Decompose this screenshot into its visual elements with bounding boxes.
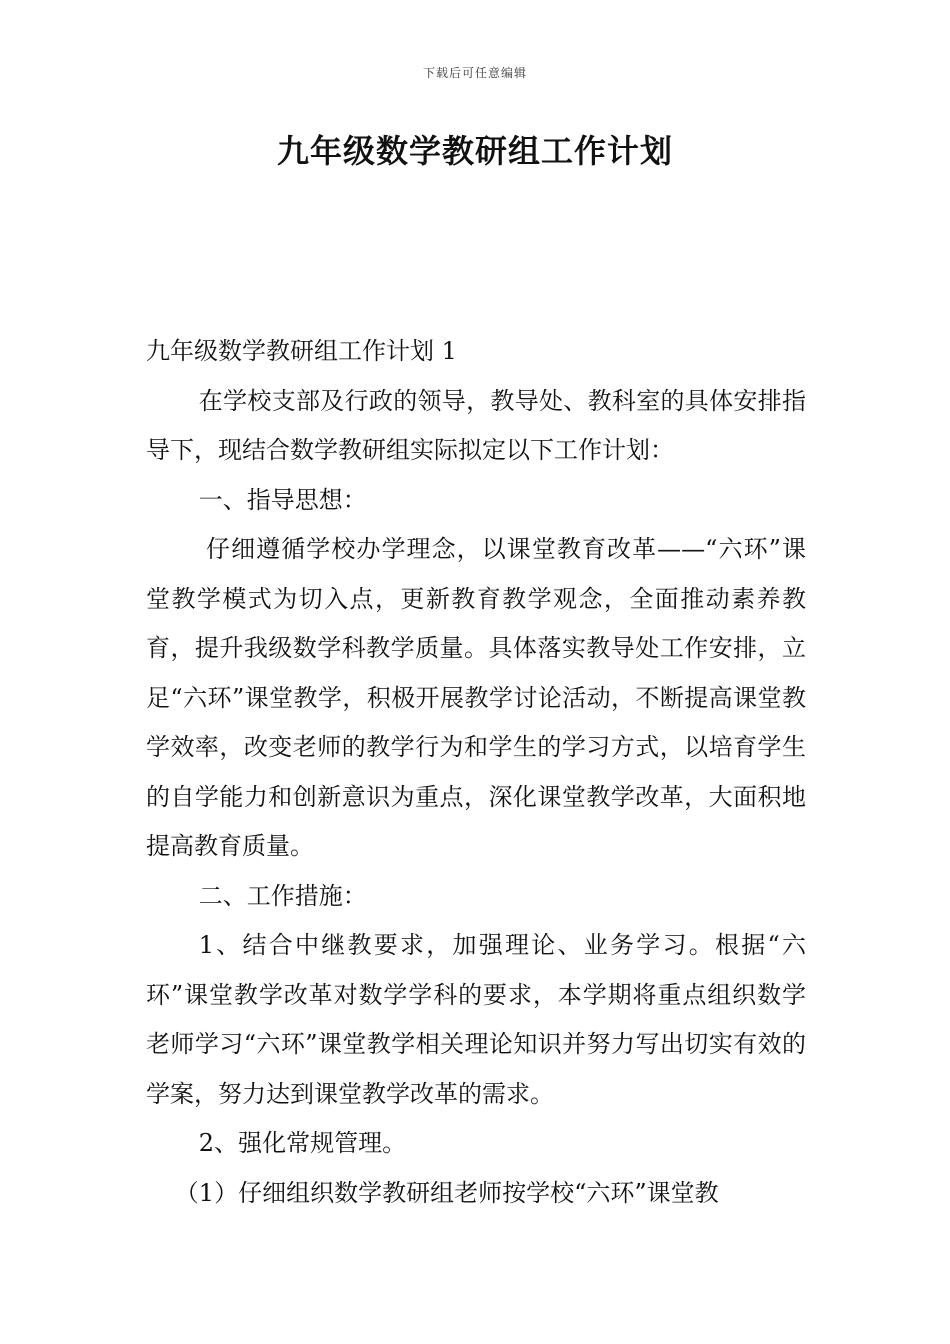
heading-guiding-thought: 一、指导思想： bbox=[198, 485, 367, 514]
document-body bbox=[146, 327, 806, 1218]
heading-work-measures: 二、工作措施： bbox=[198, 881, 367, 910]
paragraph-sub-one: （1）仔细组织数学教研组老师按学校“六环”课堂教 bbox=[174, 1178, 719, 1207]
document-title: 九年级数学教研组工作计划 bbox=[276, 132, 673, 170]
header-note: 下载后可任意编辑 bbox=[422, 66, 527, 80]
paragraph-intro: 在学校支部及行政的领导，教导处、教科室的具体安排指导下，现结合数学教研组实际拟定以下工作计划： bbox=[146, 386, 806, 464]
section-heading: 九年级数学教研组工作计划 1 bbox=[146, 337, 457, 365]
paragraph-measure-two: 2、强化常规管理。 bbox=[198, 1129, 407, 1157]
paragraph-guiding: 仔细遵循学校办学理念，以课堂教育改革——“六环”课堂教学模式为切入点，更新教育教学观念，全面推动素养教育，提升我级数学科教学质量。具体落实教导处工作安排，立足“六环”课堂教学，积极开展教学讨论活动，不断提高课堂教学效率，改变老师的教学行为和学生的学习方式，以培育学生的自学能力和创新意识为重点，深化课堂教学改革，大面积地提高教育质量。 bbox=[146, 535, 806, 860]
paragraph-measure-one: 1、结合中继教要求，加强理论、业务学习。根据“六环”课堂教学改革对数学学科的要求，本学期将重点组织数学老师学习“六环”课堂教学相关理论知识并努力写出切实有效的学案，努力达到课堂教学改革的需求。 bbox=[146, 931, 806, 1108]
